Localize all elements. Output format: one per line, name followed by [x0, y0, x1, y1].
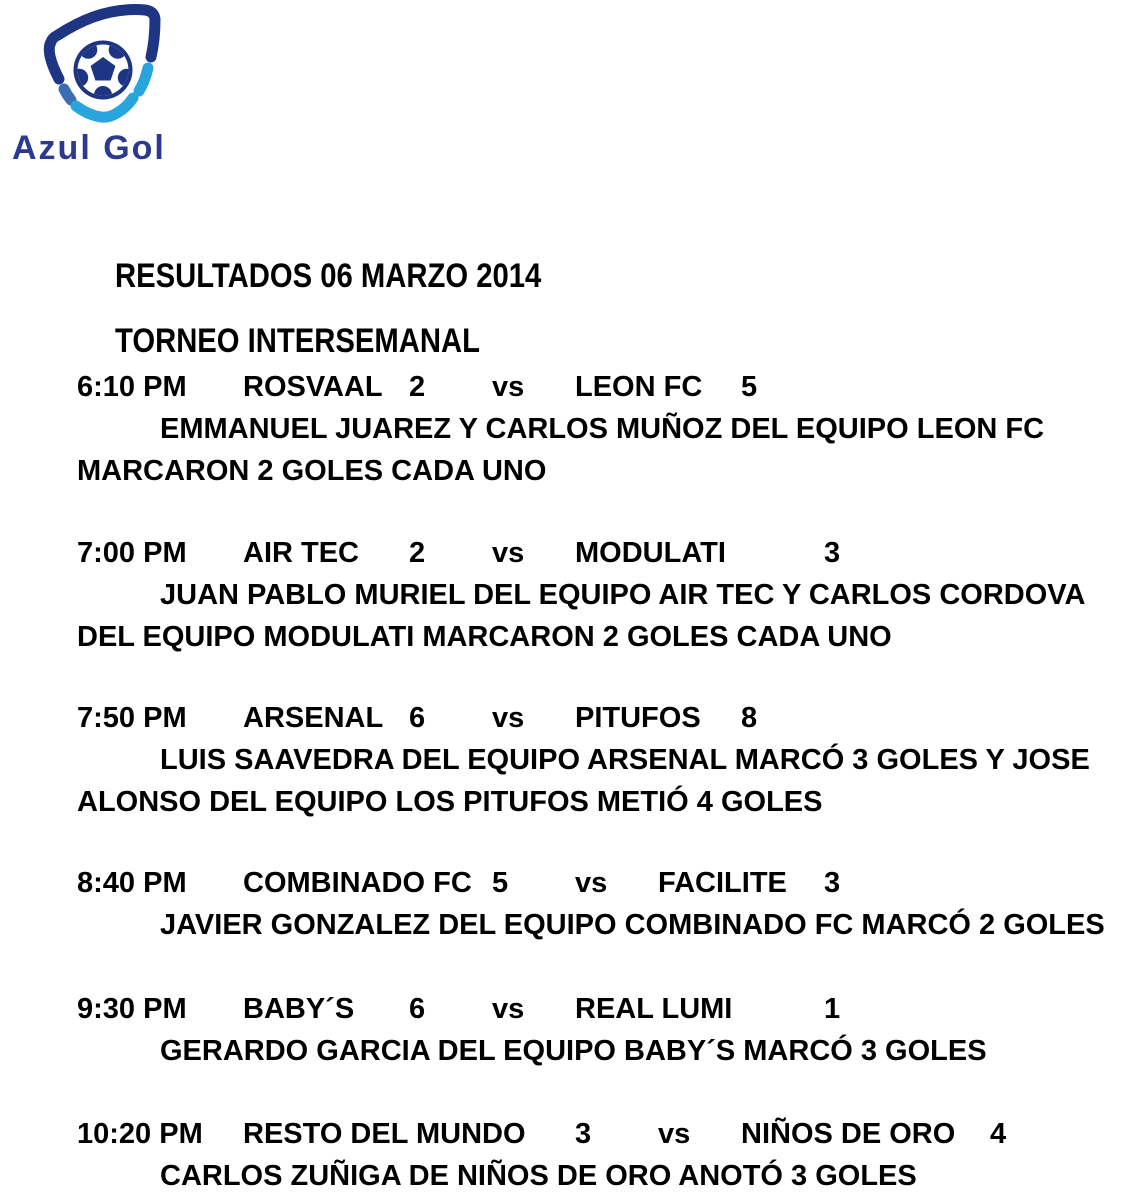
home-team-name: ARSENAL — [243, 702, 384, 734]
match-note-line: GERARDO GARCIA DEL EQUIPO BABY´S MARCÓ 3 GOLES — [160, 1035, 987, 1067]
away-team-name: LEON FC — [575, 371, 703, 403]
away-team-name: FACILITE — [658, 867, 787, 899]
match-note-line: LUIS SAAVEDRA DEL EQUIPO ARSENAL MARCÓ 3 GOLES Y JOSE — [160, 744, 1090, 776]
soccer-ball-icon — [70, 41, 136, 105]
match-note-line: EMMANUEL JUAREZ Y CARLOS MUÑOZ DEL EQUIPO LEON FC — [160, 413, 1045, 445]
away-team-score: 1 — [824, 993, 841, 1025]
match-note-line: CARLOS ZUÑIGA DE NIÑOS DE ORO ANOTÓ 3 GOLES — [160, 1160, 917, 1192]
home-team-name: BABY´S — [243, 993, 355, 1025]
match-note-line: ALONSO DEL EQUIPO LOS PITUFOS METIÓ 4 GOLES — [77, 786, 823, 818]
home-team-score: 5 — [492, 867, 509, 899]
away-team-score: 5 — [741, 371, 758, 403]
away-team-score: 3 — [824, 537, 841, 569]
match-note-line: JAVIER GONZALEZ DEL EQUIPO COMBINADO FC MARCÓ 2 GOLES — [160, 909, 1105, 941]
match-note-line: DEL EQUIPO MODULATI MARCARON 2 GOLES CADA UNO — [77, 621, 892, 653]
doc-title: RESULTADOS 06 MARZO 2014 — [114, 257, 542, 295]
away-team-name: REAL LUMI — [575, 993, 733, 1025]
away-team-name: PITUFOS — [575, 702, 701, 734]
match-time: 8:40 PM — [77, 867, 187, 899]
match-time: 9:30 PM — [77, 993, 187, 1025]
home-team-name: COMBINADO FC — [243, 867, 472, 899]
vs-label: vs — [492, 371, 525, 403]
away-team-name: NIÑOS DE ORO — [741, 1118, 956, 1150]
match-time: 6:10 PM — [77, 371, 187, 403]
home-team-score: 2 — [409, 371, 426, 403]
vs-label: vs — [658, 1118, 691, 1150]
home-team-score: 6 — [409, 702, 426, 734]
match-time: 10:20 PM — [77, 1118, 203, 1150]
vs-label: vs — [575, 867, 608, 899]
match-time: 7:50 PM — [77, 702, 187, 734]
match-time: 7:00 PM — [77, 537, 187, 569]
home-team-name: ROSVAAL — [243, 371, 383, 403]
away-team-score: 8 — [741, 702, 758, 734]
home-team-score: 6 — [409, 993, 426, 1025]
vs-label: vs — [492, 702, 525, 734]
doc-subtitle: TORNEO INTERSEMANAL — [114, 322, 480, 360]
match-note-line: JUAN PABLO MURIEL DEL EQUIPO AIR TEC Y CARLOS CORDOVA — [160, 579, 1086, 611]
away-team-score: 4 — [990, 1118, 1007, 1150]
brand-name: Azul Gol — [12, 129, 166, 167]
vs-label: vs — [492, 537, 525, 569]
home-team-name: AIR TEC — [243, 537, 359, 569]
home-team-score: 3 — [575, 1118, 592, 1150]
vs-label: vs — [492, 993, 525, 1025]
home-team-name: RESTO DEL MUNDO — [243, 1118, 526, 1150]
home-team-score: 2 — [409, 537, 426, 569]
away-team-score: 3 — [824, 867, 841, 899]
match-note-line: MARCARON 2 GOLES CADA UNO — [77, 455, 547, 487]
away-team-name: MODULATI — [575, 537, 726, 569]
